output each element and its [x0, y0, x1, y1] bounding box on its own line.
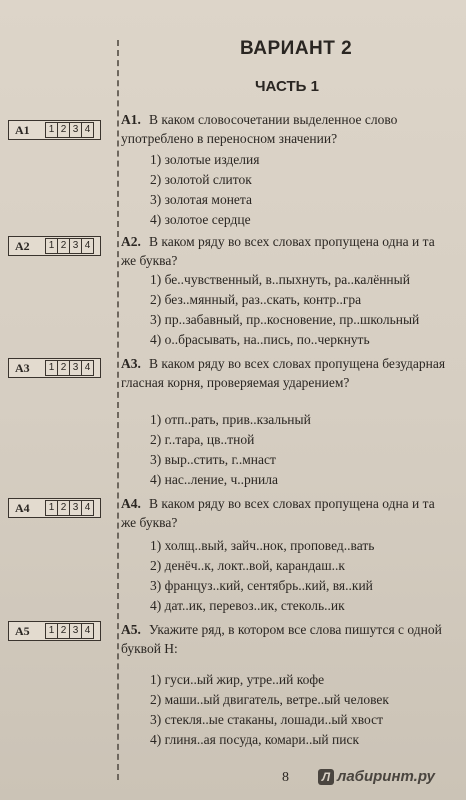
- answer-cell[interactable]: 2: [57, 501, 69, 515]
- option: 2) денёч..к, локт..вой, карандаш..к: [150, 558, 345, 573]
- question-number: A3.: [121, 356, 141, 371]
- answer-box-label: A4: [15, 500, 30, 515]
- answer-cell[interactable]: 4: [81, 624, 93, 638]
- option: 2) без..мянный, раз..скать, контр..гра: [150, 292, 362, 307]
- answer-cell[interactable]: 3: [69, 123, 81, 137]
- answer-box-a3[interactable]: [8, 358, 101, 378]
- question-a3: [121, 354, 451, 392]
- option: 2) г..тара, цв..тной: [150, 432, 255, 447]
- option: 3) француз..кий, сентябрь..кий, вя..кий: [150, 578, 373, 593]
- answer-box-a5[interactable]: [8, 621, 101, 641]
- option: 3) пр..забавный, пр..косновение, пр..школьный: [150, 312, 420, 327]
- answer-cell[interactable]: 3: [69, 624, 81, 638]
- option: 1) гуси..ый жир, утре..ий кофе: [150, 672, 325, 687]
- answer-cell[interactable]: 4: [81, 239, 93, 253]
- options-a1: [150, 150, 450, 230]
- answer-box-a2[interactable]: [8, 236, 101, 256]
- answer-cell[interactable]: 3: [69, 239, 81, 253]
- question-number: A1.: [121, 112, 141, 127]
- option: 3) выр..стить, г..мнаст: [150, 452, 276, 467]
- option: 3) стекля..ые стаканы, лошади..ый хвост: [150, 712, 384, 727]
- option: 3) золотая монета: [150, 192, 252, 207]
- question-a5: [121, 620, 451, 658]
- answer-cell[interactable]: 2: [57, 361, 69, 375]
- answer-cells: [45, 122, 94, 138]
- option: 4) о..брасывать, на..пись, по..черкнуть: [150, 332, 370, 347]
- answer-box-label: A5: [15, 623, 30, 638]
- question-a4: [121, 494, 451, 532]
- dashed-cut-line: [117, 40, 119, 780]
- answer-box-label: A3: [15, 360, 30, 375]
- option: 1) золотые изделия: [150, 152, 260, 167]
- labirint-logo-icon: Л: [318, 769, 334, 785]
- answer-cell[interactable]: 1: [48, 502, 55, 513]
- option: 1) холщ..вый, зайч..нок, проповед..вать: [150, 538, 375, 553]
- option: 2) маши..ый двигатель, ветре..ый человек: [150, 692, 389, 707]
- answer-cell[interactable]: 3: [69, 501, 81, 515]
- question-text: В каком словосочетании выделенное слово употреблено в переносном значении?: [121, 112, 398, 146]
- answer-box-a1[interactable]: [8, 120, 101, 140]
- answer-cell[interactable]: 2: [57, 123, 69, 137]
- answer-cell[interactable]: 1: [48, 362, 55, 373]
- option: 4) дат..ик, перевоз..ик, стеколь..ик: [150, 598, 345, 613]
- question-text: В каком ряду во всех словах пропущена одна и та же буква?: [121, 496, 435, 530]
- answer-cell[interactable]: 1: [48, 240, 55, 251]
- question-a1: [121, 110, 451, 148]
- answer-cells: [45, 360, 94, 376]
- answer-cells: [45, 238, 94, 254]
- options-a5: [150, 670, 450, 750]
- page-number: 8: [282, 770, 289, 785]
- question-text: Укажите ряд, в котором все слова пишутся с одной буквой Н:: [121, 622, 442, 656]
- question-number: A5.: [121, 622, 141, 637]
- variant-title: ВАРИАНТ 2: [240, 38, 353, 59]
- answer-cell[interactable]: 2: [57, 239, 69, 253]
- question-a2: [121, 232, 451, 270]
- answer-cell[interactable]: 3: [69, 361, 81, 375]
- options-a3: [150, 410, 450, 490]
- watermark-text: лабиринт.ру: [337, 768, 435, 785]
- answer-cells: [45, 500, 94, 516]
- watermark: [318, 768, 435, 785]
- option: 2) золотой слиток: [150, 172, 252, 187]
- answer-box-label: A2: [15, 238, 30, 253]
- option: 4) нас..ление, ч..рнила: [150, 472, 278, 487]
- answer-box-a4[interactable]: [8, 498, 101, 518]
- option: 1) отп..рать, прив..кзальный: [150, 412, 311, 427]
- answer-cells: [45, 623, 94, 639]
- answer-cell[interactable]: 4: [81, 361, 93, 375]
- answer-cell[interactable]: 2: [57, 624, 69, 638]
- answer-cell[interactable]: 4: [81, 501, 93, 515]
- option: 4) золотое сердце: [150, 212, 251, 227]
- answer-cell[interactable]: 1: [48, 124, 55, 135]
- answer-cell[interactable]: 4: [81, 123, 93, 137]
- option: 4) глиня..ая посуда, комари..ый писк: [150, 732, 360, 747]
- question-number: A4.: [121, 496, 141, 511]
- part-title: ЧАСТЬ 1: [255, 78, 319, 95]
- option: 1) бе..чувственный, в..пыхнуть, ра..калённый: [150, 272, 410, 287]
- options-a2: [150, 270, 450, 350]
- question-text: В каком ряду во всех словах пропущена безударная гласная корня, проверяемая ударением?: [121, 356, 446, 390]
- answer-cell[interactable]: 1: [48, 625, 55, 636]
- question-text: В каком ряду во всех словах пропущена одна и та же буква?: [121, 234, 435, 268]
- answer-box-label: A1: [15, 122, 30, 137]
- question-number: A2.: [121, 234, 141, 249]
- options-a4: [150, 536, 450, 616]
